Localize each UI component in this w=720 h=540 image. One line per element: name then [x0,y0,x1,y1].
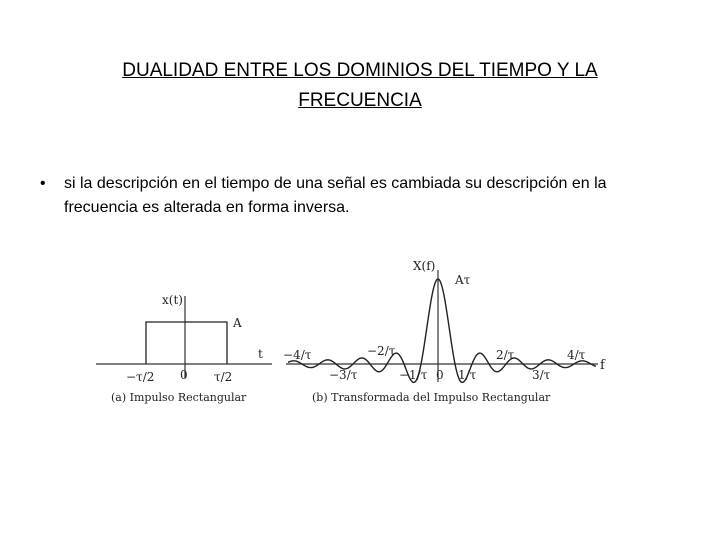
bullet-text: si la descripción en el tiempo de una señal es cambiada su descripción en la frecuencia es alterada en forma inversa. [64,175,607,216]
sinc-panel [283,259,606,404]
xf-label: X(f) [413,259,436,273]
amplitude-label: A [233,316,242,330]
title-line-1: DUALIDAD ENTRE LOS DOMINIOS DEL TIEMPO Y LA [122,60,598,81]
tick-zero-b: 0 [436,368,444,382]
title-line-2: FRECUENCIA [298,90,422,111]
tick-neg-1-tau: −1/τ [399,368,428,382]
caption-b: (b) Transformada del Impulso Rectangular [312,391,551,404]
tick-half-tau: τ/2 [214,370,233,384]
xt-label: x(t) [162,293,183,307]
tick-2-tau: 2/τ [496,348,515,362]
sinc-curve [288,279,596,382]
tick-neg-half-tau: −τ/2 [126,370,155,384]
tick-4-tau: 4/τ [567,348,586,362]
tick-3-tau: 3/τ [532,368,551,382]
rect-pulse-curve [146,322,227,364]
tick-neg-4-tau: −4/τ [283,348,312,362]
tick-1-tau: 1/τ [458,368,477,382]
t-axis-label: t [258,347,263,361]
peak-label: Aτ [455,273,471,287]
tick-neg-3-tau: −3/τ [329,368,358,382]
caption-a: (a) Impulso Rectangular [111,391,247,404]
bullet-icon: • [40,175,46,192]
tick-zero-a: 0 [180,368,188,382]
f-axis-label: f [600,358,605,373]
tick-neg-2-tau: −2/τ [367,344,396,358]
rect-pulse-panel [96,293,272,404]
